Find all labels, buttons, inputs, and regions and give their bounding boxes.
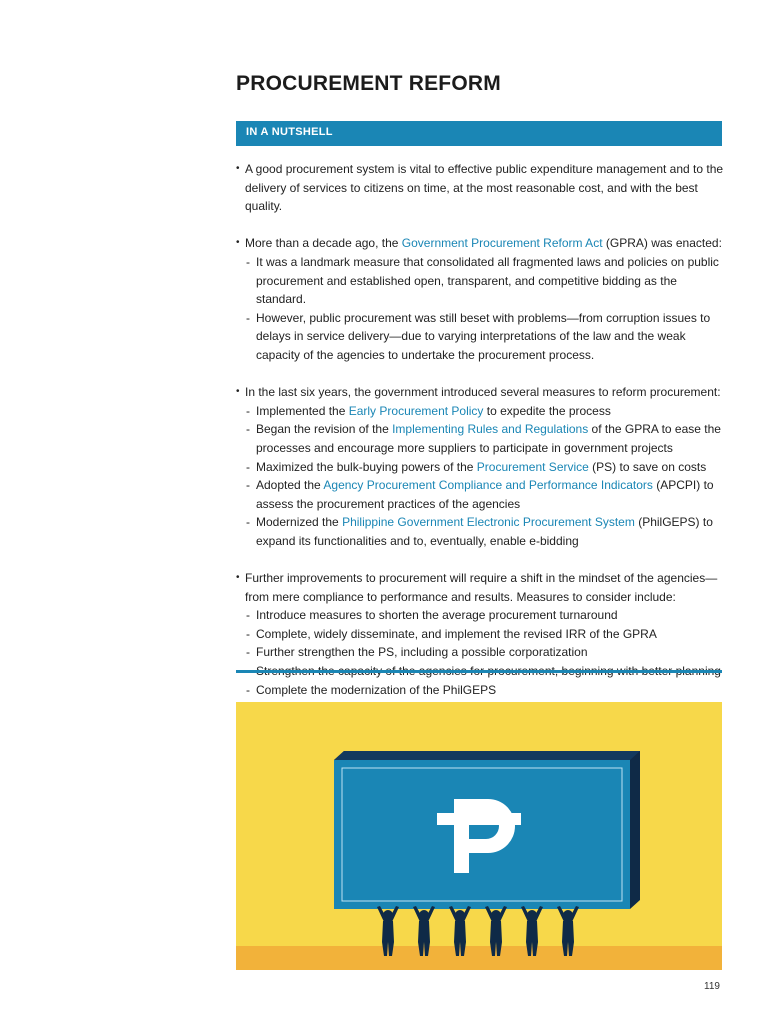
section-banner-label: IN A NUTSHELL (246, 126, 333, 138)
lifting-person-icon (449, 906, 471, 956)
procurement-service-link[interactable]: Procurement Service (476, 459, 589, 474)
sub-item: - Began the revision of the Implementing Rules and Regulations of the GPRA to ease the processes and encourage more suppliers to participate in government projects (236, 420, 726, 457)
lifting-person-icon (377, 906, 399, 956)
lifting-figures (377, 906, 579, 956)
sub-item: - Further strengthen the PS, including a possible corporatization (236, 643, 726, 662)
sub-item: - Implemented the Early Procurement Policy to expedite the process (236, 402, 726, 421)
sub-item: - Maximized the bulk-buying powers of the Procurement Service (PS) to save on costs (236, 458, 726, 477)
sub-item: - Complete, widely disseminate, and implement the revised IRR of the GPRA (236, 625, 726, 644)
irr-link[interactable]: Implementing Rules and Regulations (392, 422, 589, 437)
page-title: PROCUREMENT REFORM (236, 72, 501, 95)
bullet-block-4 (236, 569, 726, 699)
philgeps-link[interactable]: Philippine Government Electronic Procurement System (342, 515, 635, 530)
lifting-person-icon (521, 906, 543, 956)
bullet-item: • Further improvements to procurement will require a shift in the mindset of the agencies—from mere compliance to performance and results. Measures to consider include: (236, 569, 726, 606)
lifting-person-icon (485, 906, 507, 956)
early-procurement-policy-link[interactable]: Early Procurement Policy (348, 403, 484, 418)
page-number: 119 (704, 981, 720, 992)
sub-item: - Introduce measures to shorten the average procurement turnaround (236, 606, 726, 625)
procurement-illustration (236, 702, 722, 970)
people-lifting-icon (236, 702, 722, 970)
sub-item: - Adopted the Agency Procurement Compliance and Performance Indicators (APCPI) to assess the procurement practices of the agencies (236, 476, 726, 513)
bullet-block-2 (236, 234, 726, 364)
lifting-person-icon (413, 906, 435, 956)
sub-item: - Complete the modernization of the PhilGEPS (236, 681, 726, 700)
bullet-item: • A good procurement system is vital to effective public expenditure management and to the delivery of services to citizens on time, at the most reasonable cost, and with the best quality. (236, 160, 726, 216)
bullet-block-1 (236, 160, 726, 216)
bullet-block-3 (236, 383, 726, 550)
section-divider (236, 670, 722, 673)
bullet-item: • In the last six years, the government introduced several measures to reform procurement: (236, 383, 726, 402)
lifting-person-icon (557, 906, 579, 956)
sub-item: - However, public procurement was still beset with problems—from corruption issues to delays in service delivery—due to varying interpretations of the law and the weak capacity of the agencies to undertake the procurement process. (236, 309, 726, 365)
sub-item: - It was a landmark measure that consolidated all fragmented laws and policies on public procurement and established open, transparent, and competitive bidding as the standard. (236, 253, 726, 309)
gpra-link[interactable]: Government Procurement Reform Act (401, 236, 603, 251)
sub-item: - Modernized the Philippine Government Electronic Procurement System (PhilGEPS) to expand its functionalities and to, eventually, enable e-bidding (236, 513, 726, 550)
apcpi-link[interactable]: Agency Procurement Compliance and Performance Indicators (323, 478, 653, 493)
summary-content (236, 160, 726, 718)
bullet-item: • More than a decade ago, the Government Procurement Reform Act (GPRA) was enacted: (236, 234, 726, 253)
section-banner (236, 121, 722, 146)
